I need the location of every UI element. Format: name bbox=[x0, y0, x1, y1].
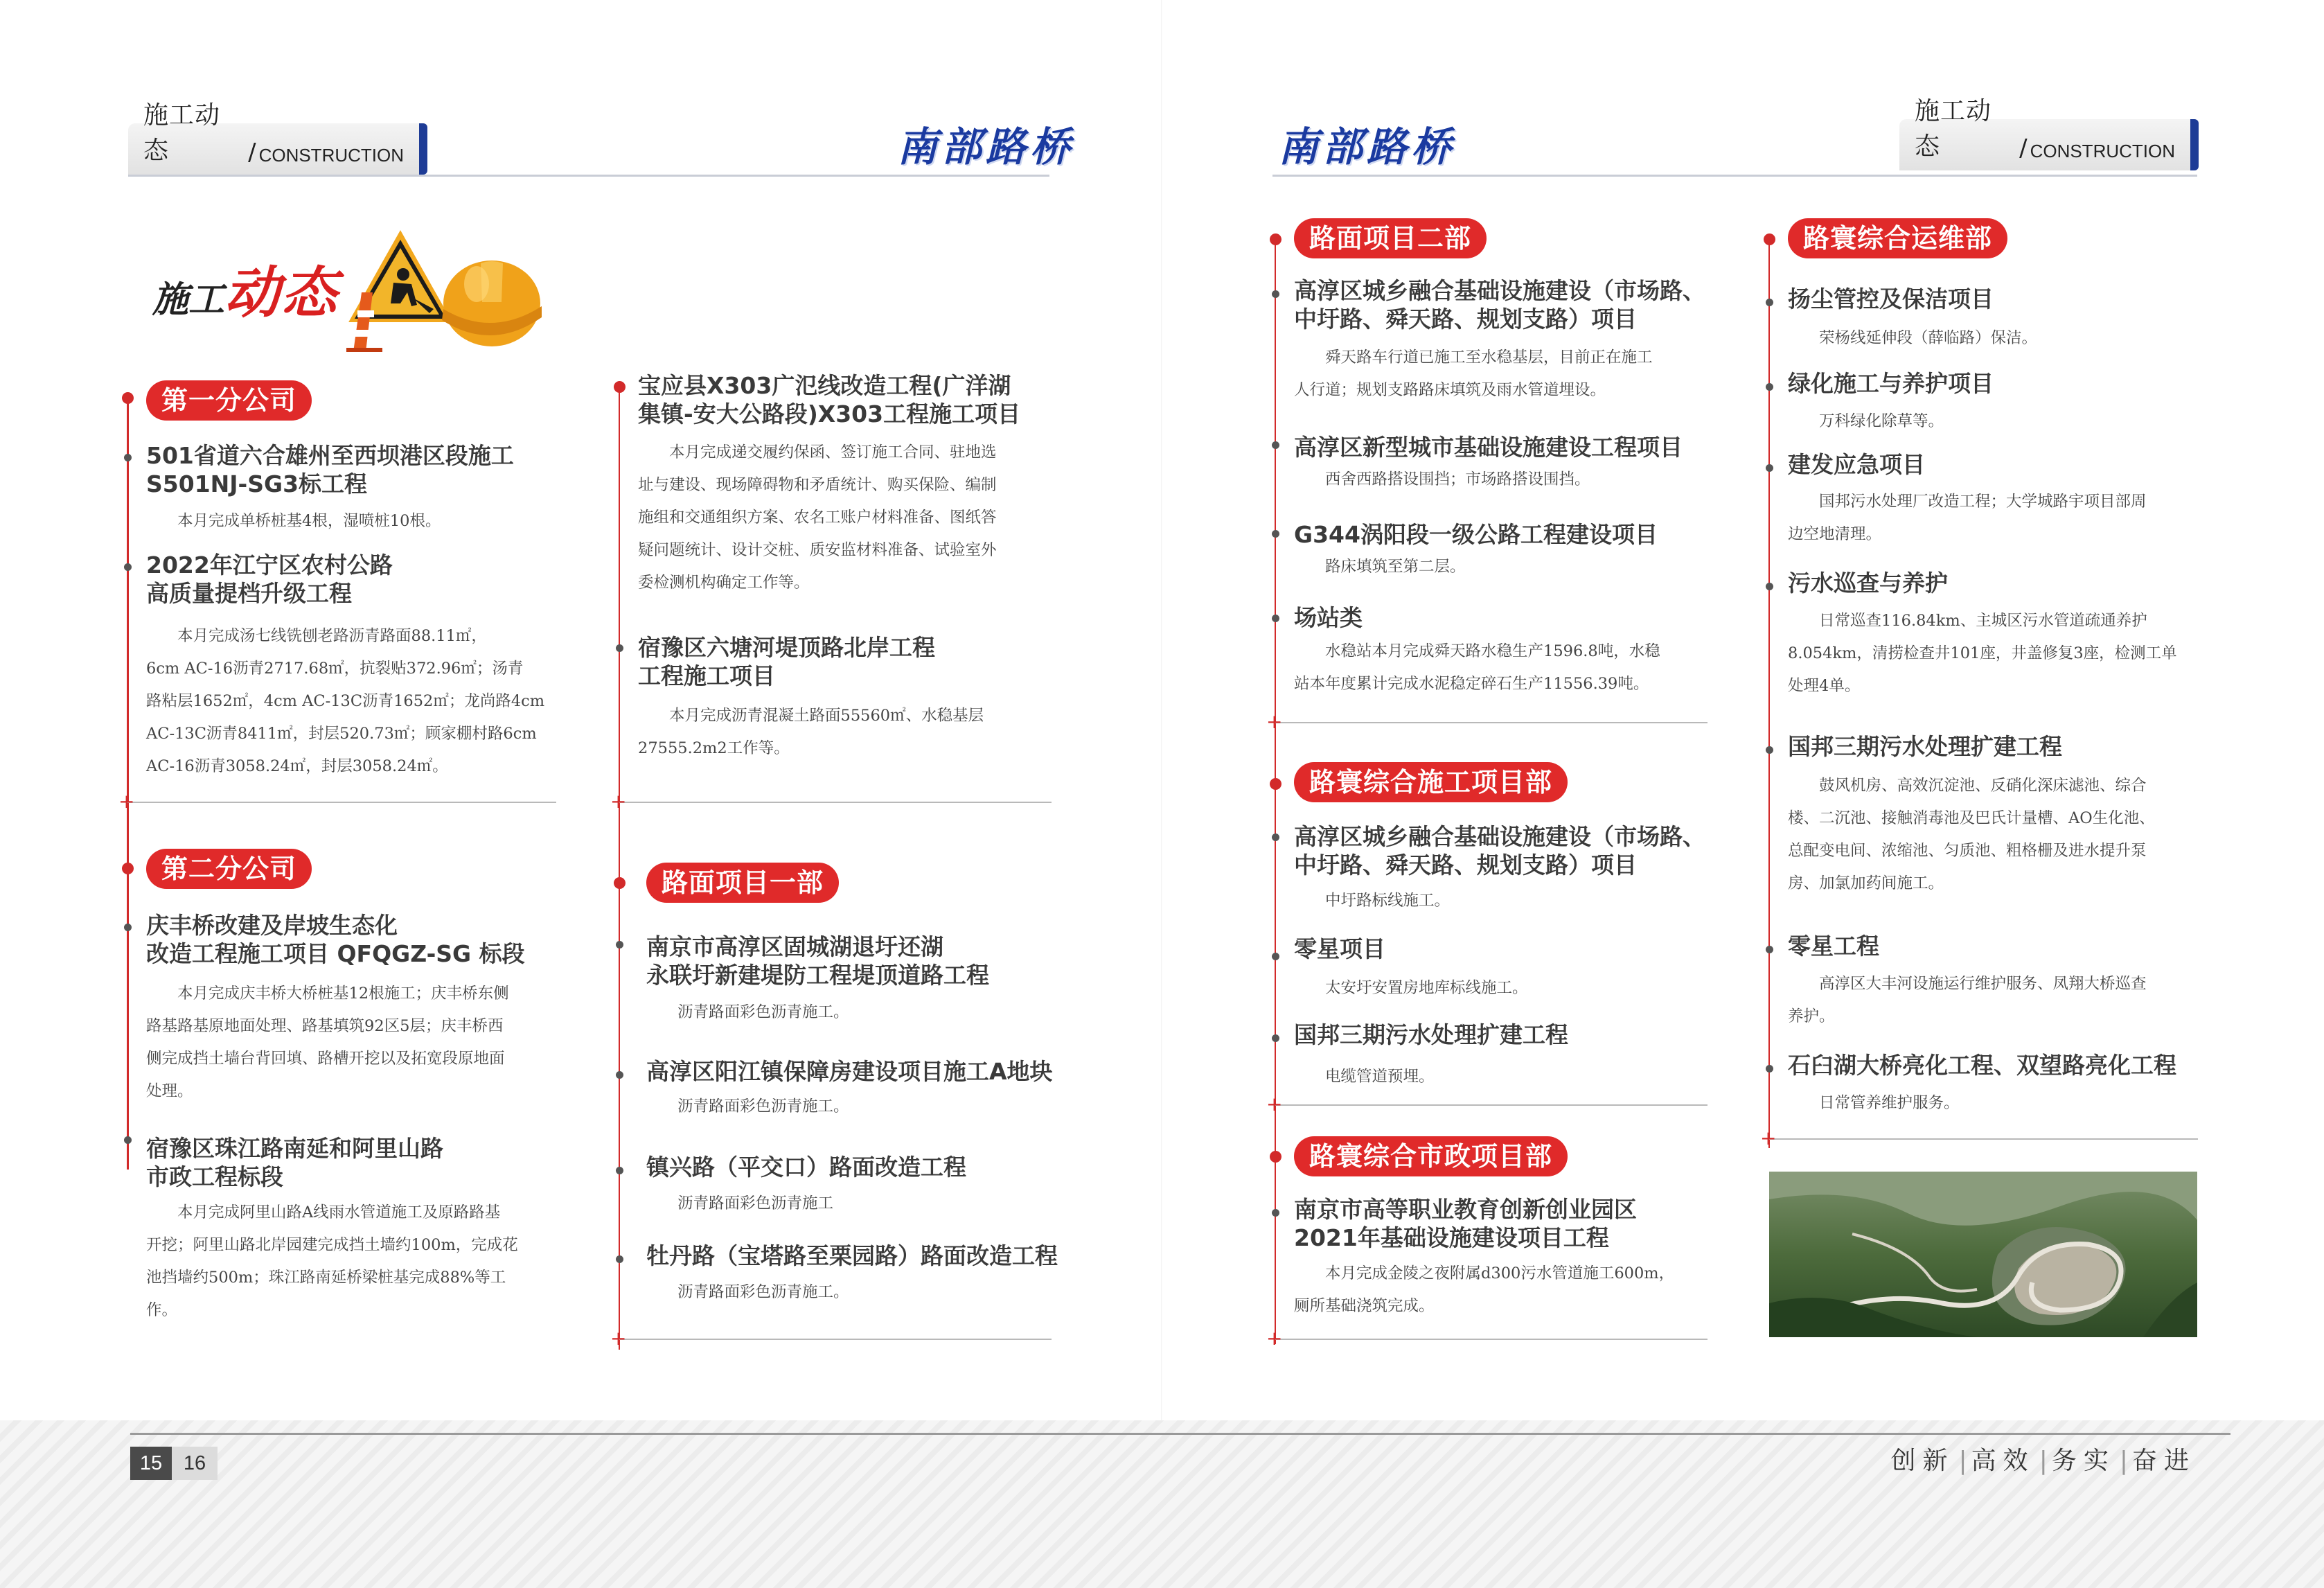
item-desc: 本月完成递交履约保函、签订施工合同、驻地选 址与建设、现场障碍物和矛盾统计、购买保险、编制 施组和交通组织方案、农名工账户材料准备、图纸答 疑问题统计、设计交桩、质安监材料准备、试验室外 委检测机构确定工作等。 bbox=[638, 443, 997, 592]
item-title: 庆丰桥改建及岸坡生态化 改造工程施工项目 QFQGZ-SG 标段 bbox=[146, 912, 525, 967]
section-tab bbox=[1899, 97, 2190, 170]
item-desc: 国邦污水处理厂改造工程；大学城路宇项目部周 边空地清理。 bbox=[1788, 493, 2147, 543]
badge-road-dept-1: 路面项目一部 bbox=[646, 863, 839, 903]
item-title: 扬尘管控及保洁项目 bbox=[1788, 285, 1994, 312]
rail-dot bbox=[614, 877, 626, 889]
item-desc: 本月完成阿里山路A线雨水管道施工及原路路基 开挖；阿里山路北岸园建完成挡土墙约100m，完成花 池挡墙约500m；珠江路南延桥梁桩基完成88%等工 作。 bbox=[146, 1203, 518, 1319]
item-desc: 沥青路面彩色沥青施工。 bbox=[677, 1283, 849, 1301]
item-desc: 本月完成庆丰桥大桥桩基12根施工；庆丰桥东侧 路基路基原地面处理、路基填筑92区5层；庆丰桥西 侧完成挡土墙台背回填、路槽开挖以及拓宽段原地面 处理。 bbox=[146, 985, 509, 1100]
item-title: 国邦三期污水处理扩建工程 bbox=[1788, 733, 2062, 760]
hero-title-part1: 施工 bbox=[152, 279, 225, 321]
badge-roadhuan-municipal: 路寰综合市政项目部 bbox=[1294, 1136, 1568, 1176]
item-desc: 荣杨线延伸段（薛临路）保洁。 bbox=[1819, 329, 2038, 347]
rail-dot bbox=[1764, 233, 1775, 245]
item-desc: 日常巡查116.84km、主城区污水管道疏通养护 8.054km，清捞检查井101座，井盖修复3座，检测工单 处理4单。 bbox=[1788, 612, 2177, 695]
page-number-right: 16 bbox=[172, 1447, 218, 1480]
header-rule bbox=[1272, 175, 2197, 177]
rail-dot bbox=[614, 381, 626, 393]
item-title: 牡丹路（宝塔路至栗园路）路面改造工程 bbox=[646, 1242, 1058, 1269]
badge-branch-2: 第二分公司 bbox=[146, 849, 312, 889]
footer-rule bbox=[130, 1433, 2230, 1435]
brand-logo: 南部路桥 bbox=[1278, 123, 1456, 170]
section-divider bbox=[1275, 722, 1707, 723]
item-bullet bbox=[1766, 946, 1773, 953]
plus-mark: + bbox=[1266, 710, 1283, 733]
item-desc: 水稳站本月完成舜天路水稳生产1596.8吨，水稳 站本年度累计完成水泥稳定碎石生产11556.39吨。 bbox=[1294, 642, 1660, 693]
item-bullet bbox=[1766, 464, 1773, 472]
column-4 bbox=[1760, 218, 2198, 1167]
column-1 bbox=[118, 378, 556, 1348]
item-bullet bbox=[1272, 1209, 1279, 1217]
item-desc: 万科绿化除草等。 bbox=[1819, 412, 1944, 430]
page-number-left: 15 bbox=[130, 1447, 172, 1480]
item-title: G344涡阳段一级公路工程建设项目 bbox=[1294, 521, 1658, 548]
construction-sign-icon bbox=[345, 220, 542, 352]
item-bullet bbox=[1272, 615, 1279, 622]
item-title: 建发应急项目 bbox=[1788, 451, 1925, 478]
hero-graphic bbox=[152, 220, 540, 352]
column-rail bbox=[1275, 239, 1276, 1344]
item-desc: 太安圩安置房地库标线施工。 bbox=[1325, 979, 1528, 997]
item-desc: 舜天路车行道已施工至水稳基层，目前正在施工 人行道；规划支路路床填筑及雨水管道埋设。 bbox=[1294, 349, 1653, 399]
item-title: 宿豫区珠江路南延和阿里山路 市政工程标段 bbox=[146, 1135, 443, 1190]
footer-slogan: 创新 | 高效 | 务实 | 奋进 bbox=[1890, 1447, 2196, 1475]
item-bullet bbox=[1766, 583, 1773, 590]
column-3 bbox=[1266, 218, 1707, 1355]
rail-dot bbox=[1270, 778, 1281, 790]
item-desc: 本月完成金陵之夜附属d300污水管道施工600m， 厕所基础浇筑完成。 bbox=[1294, 1264, 1675, 1315]
item-title: 国邦三期污水处理扩建工程 bbox=[1294, 1021, 1568, 1048]
item-bullet bbox=[1272, 833, 1279, 841]
item-title: 南京市高淳区固城湖退圩还湖 永联圩新建堤防工程堤顶道路工程 bbox=[646, 933, 989, 989]
mountain-road-photo bbox=[1769, 1172, 2197, 1337]
item-title: 宝应县X303广氾线改造工程(广洋湖 集镇-安大公路段)X303工程施工项目 bbox=[638, 372, 1021, 427]
section-title-cn: 施工动态 bbox=[143, 101, 221, 165]
page-right bbox=[1162, 0, 2323, 1588]
item-bullet bbox=[124, 924, 132, 931]
plus-mark: + bbox=[118, 790, 135, 813]
badge-branch-1: 第一分公司 bbox=[146, 380, 312, 421]
item-title: 零星项目 bbox=[1294, 935, 1385, 962]
item-title: 2022年江宁区农村公路 高质量提档升级工程 bbox=[146, 552, 393, 607]
item-title: 零星工程 bbox=[1788, 933, 1879, 960]
item-desc: 日常管养维护服务。 bbox=[1819, 1094, 1960, 1112]
item-bullet bbox=[616, 1167, 623, 1174]
section-divider bbox=[619, 802, 1052, 803]
item-title: 场站类 bbox=[1294, 604, 1363, 631]
column-rail bbox=[619, 381, 620, 1350]
item-desc: 鼓风机房、高效沉淀池、反硝化深床滤池、综合 楼、二沉池、接触消毒池及巴氏计量槽、AO生化池、 总配变电间、浓缩池、匀质池、粗格栅及进水提升泵 房、加氯加药间施工。 bbox=[1788, 777, 2155, 892]
item-title: 石臼湖大桥亮化工程、双望路亮化工程 bbox=[1788, 1052, 2176, 1079]
item-desc: 本月完成沥青混凝土路面55560㎡、水稳基层 27555.2m2工作等。 bbox=[638, 707, 984, 757]
item-desc: 西舍西路搭设围挡；市场路搭设围挡。 bbox=[1325, 470, 1590, 488]
rail-dot bbox=[122, 863, 134, 874]
tab-accent bbox=[419, 123, 427, 175]
plus-mark: + bbox=[610, 790, 627, 813]
item-bullet bbox=[1272, 530, 1279, 538]
item-bullet bbox=[1272, 953, 1279, 960]
item-bullet bbox=[124, 563, 132, 571]
section-divider bbox=[1275, 1104, 1707, 1106]
item-bullet bbox=[616, 644, 623, 652]
item-bullet bbox=[1766, 299, 1773, 306]
item-bullet bbox=[616, 1255, 623, 1263]
item-desc: 沥青路面彩色沥青施工 bbox=[677, 1194, 834, 1212]
rail-dot bbox=[1270, 233, 1281, 245]
item-bullet bbox=[1272, 441, 1279, 449]
section-title-en: CONSTRUCTION bbox=[2030, 141, 2175, 161]
item-bullet bbox=[1272, 290, 1279, 298]
section-title-en: CONSTRUCTION bbox=[258, 145, 404, 166]
item-title: 南京市高等职业教育创新创业园区 2021年基础设施建设项目工程 bbox=[1294, 1196, 1637, 1251]
item-desc: 沥青路面彩色沥青施工。 bbox=[677, 1097, 849, 1115]
column-rail bbox=[1768, 239, 1770, 1148]
item-desc: 中圩路标线施工。 bbox=[1325, 892, 1451, 910]
column-rail bbox=[127, 398, 129, 1170]
section-title-sep: / bbox=[2019, 134, 2028, 162]
plus-mark: + bbox=[1760, 1127, 1777, 1149]
item-title: 501省道六合雄州至西坝港区段施工 S501NJ-SG3标工程 bbox=[146, 442, 514, 497]
hero-title-part2: 动态 bbox=[224, 260, 339, 325]
item-desc: 本月完成单桥桩基4根，湿喷桩10根。 bbox=[177, 512, 441, 530]
item-bullet bbox=[1766, 746, 1773, 754]
item-title: 高淳区城乡融合基础设施建设（市场路、 中圩路、舜天路、规划支路）项目 bbox=[1294, 277, 1705, 333]
hero-title bbox=[152, 248, 338, 328]
header-rule bbox=[128, 175, 1049, 177]
item-bullet bbox=[1766, 1065, 1773, 1073]
plus-mark: + bbox=[1266, 1327, 1283, 1350]
item-title: 宿豫区六塘河堤顶路北岸工程 工程施工项目 bbox=[638, 634, 935, 689]
rail-dot bbox=[1270, 1151, 1281, 1163]
item-bullet bbox=[616, 1071, 623, 1079]
plus-mark: + bbox=[610, 1327, 627, 1350]
rail-dot bbox=[122, 392, 134, 404]
item-bullet bbox=[616, 941, 623, 949]
badge-roadhuan-construction: 路寰综合施工项目部 bbox=[1294, 762, 1568, 802]
section-divider bbox=[619, 1339, 1052, 1340]
item-bullet bbox=[124, 1136, 132, 1144]
item-bullet bbox=[124, 454, 132, 461]
item-title: 高淳区城乡融合基础设施建设（市场路、 中圩路、舜天路、规划支路）项目 bbox=[1294, 823, 1705, 879]
item-desc: 高淳区大丰河设施运行维护服务、凤翔大桥巡查 养护。 bbox=[1788, 975, 2147, 1025]
item-title: 高淳区新型城市基础设施建设工程项目 bbox=[1294, 434, 1683, 461]
column-2 bbox=[610, 360, 1058, 1350]
section-divider bbox=[127, 802, 556, 803]
item-title: 污水巡查与养护 bbox=[1788, 570, 1948, 597]
item-bullet bbox=[1272, 1034, 1279, 1042]
item-desc: 路床填筑至第二层。 bbox=[1325, 558, 1466, 576]
item-title: 高淳区阳江镇保障房建设项目施工A地块 bbox=[646, 1058, 1053, 1085]
tab-accent bbox=[2190, 119, 2199, 170]
plus-mark: + bbox=[1266, 1093, 1283, 1115]
section-title-cn: 施工动态 bbox=[1915, 97, 1992, 161]
item-desc: 本月完成汤七线铣刨老路沥青路面88.11㎡， 6cm AC-16沥青2717.68㎡，抗裂贴372.96㎡；汤青 路粘层1652㎡，4cm AC-13C沥青1652㎡；龙尚路4cm AC-13C沥青8411㎡，封层520.73㎡；顾家棚村路6cm AC-16沥青3058.24㎡，封层3058.24㎡。 bbox=[146, 627, 545, 775]
section-tab bbox=[128, 101, 419, 175]
badge-roadhuan-ops: 路寰综合运维部 bbox=[1788, 218, 2007, 258]
item-desc: 沥青路面彩色沥青施工。 bbox=[677, 1003, 849, 1021]
section-divider bbox=[1275, 1339, 1707, 1340]
item-bullet bbox=[1766, 383, 1773, 391]
item-title: 绿化施工与养护项目 bbox=[1788, 370, 1994, 397]
brand-logo: 南部路桥 bbox=[897, 123, 1075, 170]
mountain-road-image bbox=[1769, 1172, 2197, 1337]
section-title-sep: / bbox=[248, 139, 256, 166]
section-divider bbox=[1768, 1138, 2198, 1140]
item-desc: 电缆管道预埋。 bbox=[1325, 1068, 1435, 1086]
item-title: 镇兴路（平交口）路面改造工程 bbox=[646, 1154, 966, 1181]
badge-road-dept-2: 路面项目二部 bbox=[1294, 218, 1487, 258]
